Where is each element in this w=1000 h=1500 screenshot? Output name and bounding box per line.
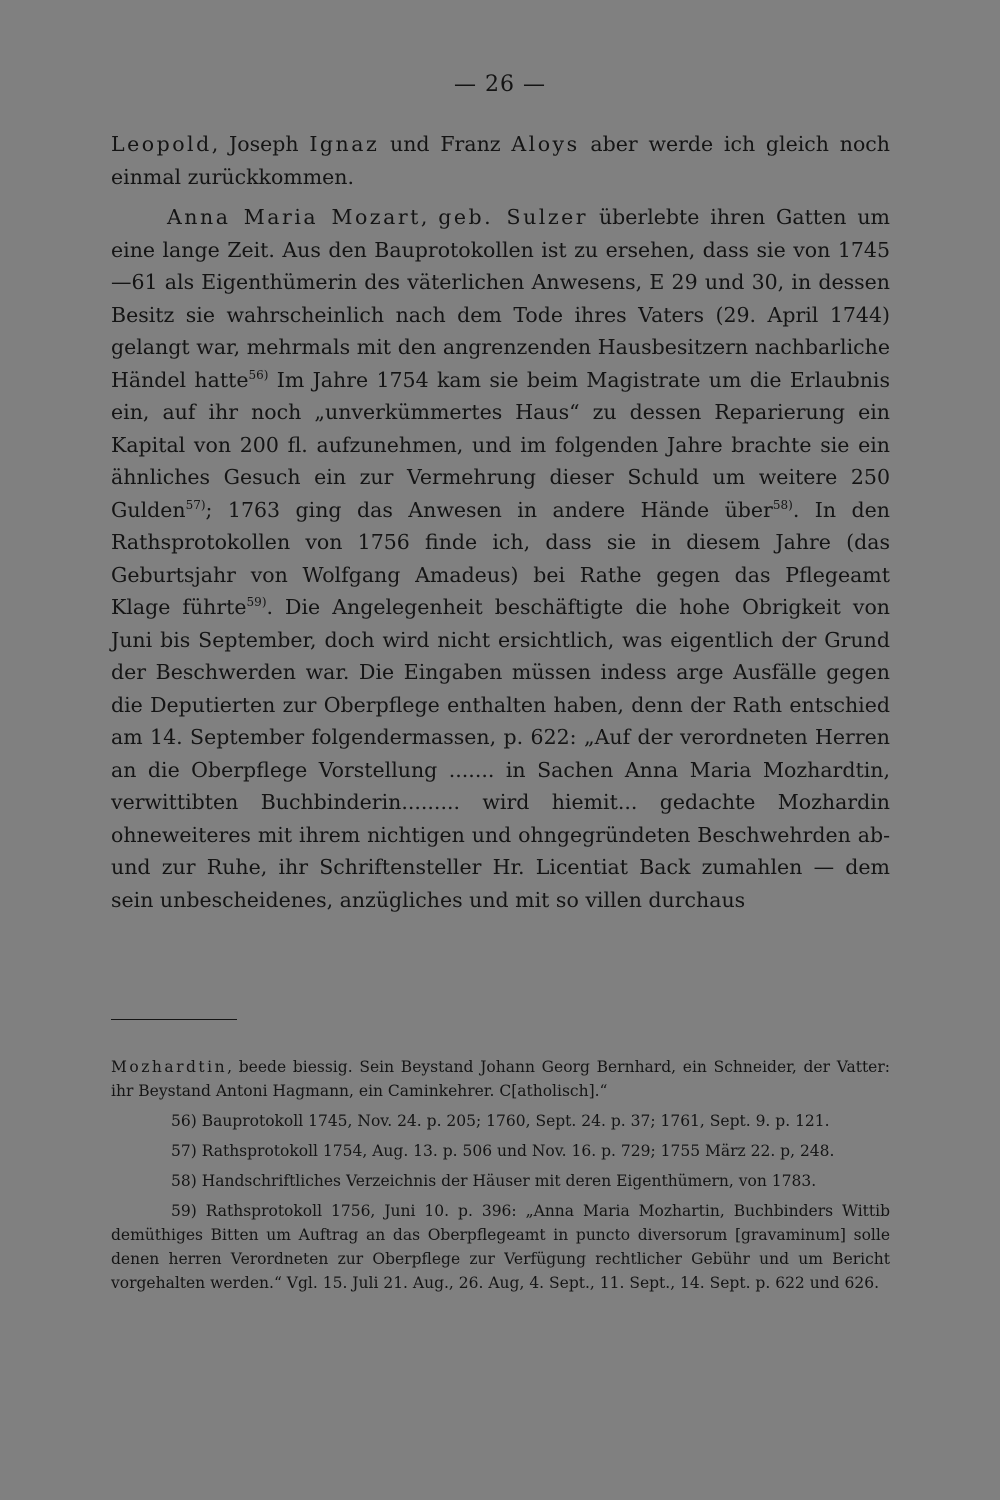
paragraph-text: . In den Rathsprotokollen von 1756 finde ich, dass sie in diesem Jahre (das Geburtsjahr von Wolfgang Amadeus) bei Rathe gegen das Pflegeamt Klage führte (111, 497, 890, 619)
name-ignaz: Ignaz (309, 132, 380, 156)
name-mozhardtin: Mozhardtin (111, 1058, 228, 1076)
paragraph-text: , (420, 205, 439, 229)
paragraph-text: Im Jahre 1754 kam sie beim Magistrate um die Erlaubnis ein, auf ihr noch „unverkümmertes Haus“ zu dessen Reparierung ein Kapital von 200 fl. aufzunehmen, und im folgenden Jahre brachte sie ein ähnliches Gesuch ein zur Vermehrung dieser Schuld um weitere 250 Gulden (111, 367, 890, 522)
footnote-58: 58) Handschriftliches Verzeichnis der Häuser mit deren Eigenthümern, von 1783. (171, 1172, 817, 1190)
footnote-text: , beede biessig. Sein Beystand Johann Georg Bernhard, ein Schneider, der Vatter: ihr Beystand Antoni Hagmann, ein Caminkehrer. C[atholisch].“ (111, 1058, 890, 1100)
footnote-57: 57) Rathsprotokoll 1754, Aug. 13. p. 506 und Nov. 16. p. 729; 1755 März 22. p, 248. (171, 1142, 835, 1160)
paragraph-text: aber werde ich gleich noch einmal zurückkommen. (111, 132, 890, 189)
footnote-separator (111, 1019, 237, 1020)
paragraph-text: . Die Angelegenheit beschäftigte die hohe Obrigkeit von Juni bis September, doch wird nicht ersichtlich, was eigentlich der Grund der Beschwerden war. Die Eingaben müssen indess arge Ausfälle gegen die Deputierten zur Oberpflege enthalten haben, denn der Rath entschied am 14. September folgendermassen, p. 622: „Auf der verordneten Herren an die Oberpflege Vorstellung ....... in Sachen Anna Maria Mozhardtin, verwittibten Buchbinderin......... wird hiemit... gedachte Mozhardin ohneweiteres mit ihrem nichtigen und ohngegründeten Beschwehrden ab- und zur Ruhe, ihr Schriftensteller Hr. Licentiat Back zumahlen — dem sein unbescheidenes, anzügliches und mit so villen durchaus (111, 595, 891, 912)
page-number: — 26 — (454, 72, 546, 97)
main-text (111, 128, 890, 916)
footnote-ref-57: 57) (185, 497, 206, 512)
footnote-continuation (111, 1055, 890, 1103)
name-leopold: Leopold (111, 132, 212, 156)
paragraph-text: , Joseph (211, 132, 310, 156)
name-aloys: Aloys (511, 132, 580, 156)
footnote-ref-56: 56) (248, 367, 269, 382)
paragraph-text: und Franz (379, 132, 512, 156)
paragraph-text: ; 1763 ging das Anwesen in andere Hände über (205, 497, 773, 522)
footnote-59: 59) Rathsprotokoll 1756, Juni 10. p. 396: „Anna Maria Mozhartin, Buchbinders Wittib demüthiges Bitten um Auftrag an das Oberpflegeamt in puncto diversorum [gravaminum] solle denen herren Verordneten zur Oberpflege zur Verfügung rechtlicher Gebühr und um Bericht vorgehalten werden.“ Vgl. 15. Juli 21. Aug., 26. Aug, 4. Sept., 11. Sept., 14. Sept. p. 622 und 626. (111, 1202, 890, 1292)
name-anna-maria-mozart: Anna Maria Mozart (167, 205, 421, 229)
footnote-56: 56) Bauprotokoll 1745, Nov. 24. p. 205; 1760, Sept. 24. p. 37; 1761, Sept. 9. p. 121. (171, 1112, 830, 1130)
name-geb-sulzer: geb. Sulzer (438, 205, 589, 229)
footnote-ref-58: 58) (772, 497, 793, 512)
footnote-ref-59: 59) (246, 595, 267, 610)
footnotes (111, 1055, 890, 1301)
paragraph-anna-maria (111, 201, 890, 916)
paragraph-text: überlebte ihren Gatten um eine lange Zeit. Aus den Bauprotokollen ist zu ersehen, dass sie von 1745—61 als Eigenthümerin des väterlichen Anwesens, E 29 und 30, in dessen Besitz sie wahrscheinlich nach dem Tode ihres Vaters (29. April 1744) gelangt war, mehrmals mit den angrenzenden Hausbesitzern nachbarliche Händel hatte (111, 205, 890, 392)
paragraph-continuation (111, 128, 890, 193)
